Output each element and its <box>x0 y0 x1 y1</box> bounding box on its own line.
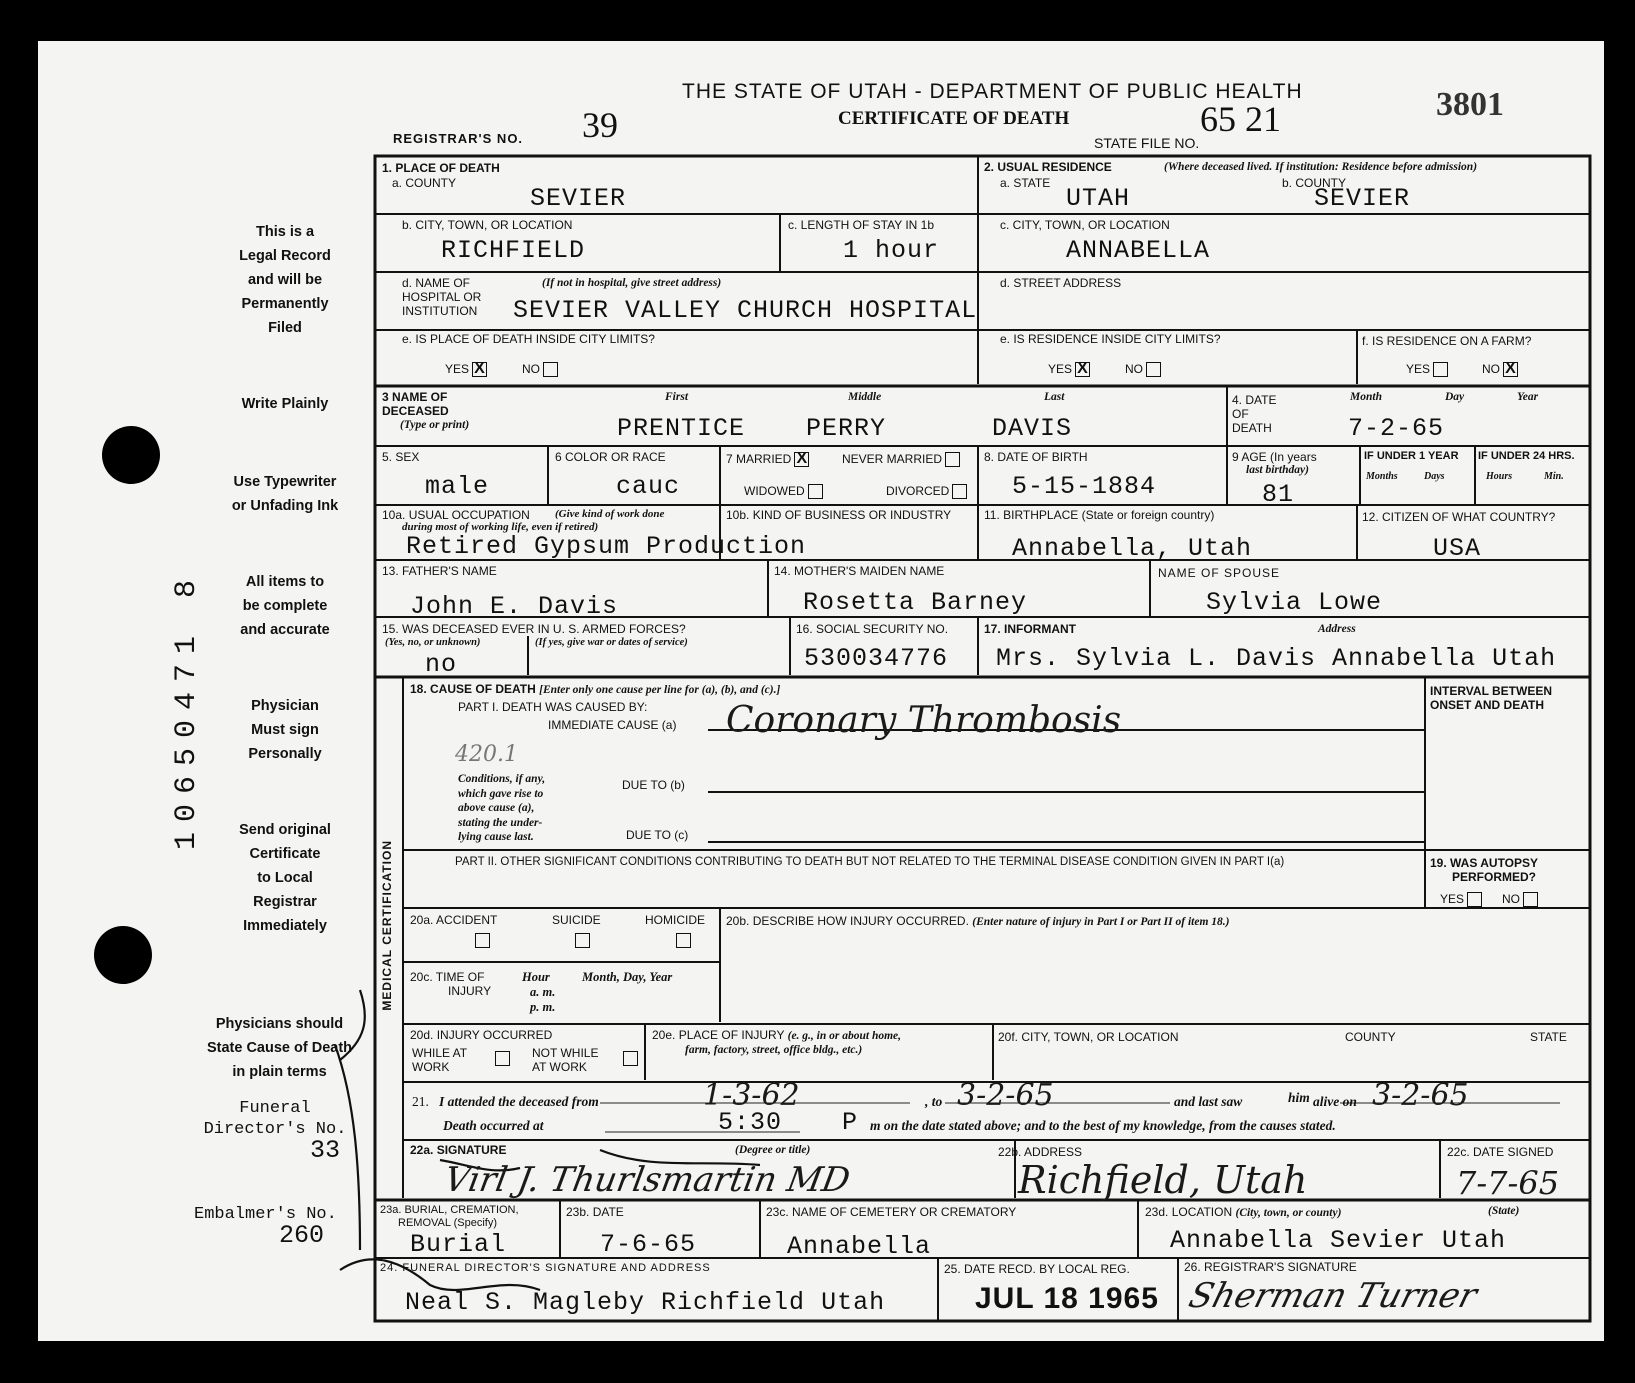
label-last-saw: and last saw <box>1174 1094 1243 1109</box>
note-place-of-injury: farm, factory, street, office bldg., etc.) <box>685 1044 863 1056</box>
label-year: Year <box>1517 391 1539 403</box>
attended-from: 1-3-62 <box>703 1078 800 1113</box>
residence-county: SEVIER <box>1314 184 1411 213</box>
label-address: Address <box>1318 623 1356 635</box>
occupation-and-industry: Retired Gypsum Production <box>406 532 807 561</box>
label-color-race: 6 COLOR OR RACE <box>555 450 666 464</box>
label-months: Months <box>1366 471 1398 482</box>
label-place-of-injury: 20e. PLACE OF INJURY (e. g., in or about home, <box>652 1028 902 1042</box>
label-age: 9 AGE (In years <box>1232 450 1317 464</box>
certificate-title: CERTIFICATE OF DEATH <box>838 108 1070 129</box>
label-funeral-director: 24. FUNERAL DIRECTOR'S SIGNATURE AND ADDRESS <box>380 1262 711 1274</box>
instruction-legal-record: This is a Legal Record and will be Permanently Filed <box>239 224 331 336</box>
autopsy-no: NO <box>1502 892 1538 907</box>
label-degree: (Degree or title) <box>735 1144 811 1156</box>
cemetery: Annabella <box>787 1232 932 1261</box>
last-saw-alive: 3-2-65 <box>1372 1078 1469 1113</box>
instruction-complete: All items to be complete and accurate <box>240 574 330 638</box>
label-spouse: NAME OF SPOUSE <box>1158 566 1281 580</box>
label-under-1-year: IF UNDER 1 YEAR <box>1364 450 1459 462</box>
funeral-director-number: Funeral Director's No. 33 <box>203 1099 347 1165</box>
label-hospital: d. NAME OF HOSPITAL OR INSTITUTION <box>402 276 482 318</box>
label-homicide: HOMICIDE <box>645 913 705 927</box>
marital-widowed: WIDOWED <box>744 484 823 499</box>
not-at-work-checkbox <box>620 1050 638 1068</box>
label-under-24-hrs: IF UNDER 24 HRS. <box>1478 450 1575 462</box>
deceased-last-name: DAVIS <box>992 414 1073 443</box>
label-name-of-deceased: 3 NAME OF DECEASED <box>382 390 449 418</box>
label-signature: 22a. SIGNATURE <box>410 1143 507 1157</box>
farm-yes: YES <box>1406 362 1448 377</box>
label-due-to-b: DUE TO (b) <box>622 778 685 792</box>
marital-married: 7 MARRIED X <box>726 452 809 467</box>
note-type-or-print: (Type or print) <box>400 419 470 431</box>
label-injury-county: COUNTY <box>1345 1030 1396 1044</box>
state-file-label: STATE FILE NO. <box>1094 135 1200 151</box>
label-month: Month <box>1350 391 1382 403</box>
label-injury-state: STATE <box>1530 1030 1567 1044</box>
label-first: First <box>665 391 689 403</box>
label-cemetery: 23c. NAME OF CEMETERY OR CREMATORY <box>766 1205 1017 1219</box>
label-street-address: d. STREET ADDRESS <box>1000 276 1122 290</box>
label-attended: 21. I attended the deceased from <box>412 1094 599 1109</box>
spouse-name: Sylvia Lowe <box>1206 588 1383 617</box>
injury-while-at-work: WHILE AT WORK <box>412 1046 468 1074</box>
age: 81 <box>1262 480 1295 509</box>
length-of-stay: 1 hour <box>843 236 940 265</box>
instruction-typewriter: Use Typewriter or Unfading Ink <box>231 474 339 514</box>
label-informant: 17. INFORMANT <box>984 622 1077 636</box>
time-am-pm: P <box>842 1108 859 1137</box>
label-date-of-death: 4. DATE OF DEATH <box>1232 393 1277 435</box>
label-interval: INTERVAL BETWEEN ONSET AND DEATH <box>1430 684 1553 712</box>
fathers-name: John E. Davis <box>410 592 619 621</box>
label-state: a. STATE <box>1000 176 1051 190</box>
state-department-heading: THE STATE OF UTAH - DEPARTMENT OF PUBLIC HEALTH <box>682 80 1303 103</box>
label-city: b. CITY, TOWN, OR LOCATION <box>402 218 573 232</box>
label-occupation: 10a. USUAL OCCUPATION <box>382 508 530 522</box>
label-him: him <box>1288 1090 1310 1105</box>
label-date-signed: 22c. DATE SIGNED <box>1447 1145 1554 1159</box>
label-business-industry: 10b. KIND OF BUSINESS OR INDUSTRY <box>726 508 952 522</box>
registrar-number: 39 <box>582 105 618 145</box>
marital-never-married: NEVER MARRIED <box>842 452 960 467</box>
burial-method: Burial <box>410 1230 507 1259</box>
burial-location: Annabella Sevier Utah <box>1170 1226 1507 1255</box>
farm-no: NO X <box>1482 362 1518 377</box>
label-alive-on: alive on <box>1313 1094 1357 1109</box>
autopsy-yes: YES <box>1440 892 1482 907</box>
label-social-security: 16. SOCIAL SECURITY NO. <box>796 622 949 636</box>
label-burial: 23a. BURIAL, CREMATION, REMOVAL (Specify) <box>380 1204 519 1229</box>
label-sex: 5. SEX <box>382 450 420 464</box>
attended-to: 3-2-65 <box>957 1078 1054 1113</box>
death-inside-city-yes: YES X <box>445 362 487 377</box>
instruction-cause-of-death: Physicians should State Cause of Death in plain terms <box>206 1016 353 1080</box>
burial-date: 7-6-65 <box>600 1230 697 1259</box>
label-hours: Hours <box>1486 471 1513 482</box>
label-to: , to <box>925 1094 943 1109</box>
label-death-occurred-at: Death occurred at <box>443 1118 544 1133</box>
label-last: Last <box>1044 391 1065 403</box>
armed-forces-answer: no <box>425 650 458 679</box>
label-days: Days <box>1424 471 1445 482</box>
residence-city: ANNABELLA <box>1066 236 1211 265</box>
registrar-signature: Sherman Turner <box>1184 1276 1482 1316</box>
funeral-director: Neal S. Magleby Richfield Utah <box>405 1288 886 1317</box>
label-time-of-injury: 20c. TIME OF INJURY <box>410 970 492 998</box>
label-res-city: c. CITY, TOWN, OR LOCATION <box>1000 218 1170 232</box>
date-received: JUL 18 1965 <box>975 1282 1159 1315</box>
label-min: Min. <box>1544 471 1564 482</box>
label-county: a. COUNTY <box>392 176 457 190</box>
label-injury-city: 20f. CITY, TOWN, OR LOCATION <box>998 1030 1179 1044</box>
label-state-paren: (State) <box>1488 1205 1520 1217</box>
note-armed-forces: (Yes, no, or unknown) <box>385 637 481 648</box>
accident-checkbox <box>472 932 490 950</box>
label-burial-date: 23b. DATE <box>566 1205 624 1219</box>
residence-state: UTAH <box>1066 184 1131 213</box>
label-cause-of-death: 18. CAUSE OF DEATH [Enter only one cause per line for (a), (b), and (c).] <box>410 682 781 696</box>
label-res-county: b. COUNTY <box>1282 176 1347 190</box>
instruction-write-plainly: Write Plainly <box>241 396 329 412</box>
label-burial-location: 23d. LOCATION (City, town, or county) <box>1145 1205 1342 1219</box>
label-place-of-death: 1. PLACE OF DEATH <box>382 161 500 175</box>
label-accident: 20a. ACCIDENT <box>410 913 498 927</box>
label-immediate-cause: IMMEDIATE CAUSE (a) <box>548 718 677 732</box>
state-file-number: 65 21 <box>1200 99 1281 139</box>
label-injury-occurred: 20d. INJURY OCCURRED <box>410 1028 553 1042</box>
label-usual-residence: 2. USUAL RESIDENCE <box>984 160 1112 174</box>
birthplace: Annabella, Utah <box>1012 534 1253 563</box>
immediate-cause: Coronary Thrombosis <box>726 700 1122 741</box>
date-of-birth: 5-15-1884 <box>1012 472 1157 501</box>
note-usual-residence: (Where deceased lived. If institution: Residence before admission) <box>1164 161 1478 173</box>
res-inside-city-yes: YES X <box>1048 362 1090 377</box>
label-armed-forces: 15. WAS DECEASED EVER IN U. S. ARMED FORCES? <box>382 622 686 636</box>
note-occupation: (Give kind of work done <box>555 508 665 520</box>
label-physician-address: 22b. ADDRESS <box>998 1145 1083 1159</box>
punch-hole <box>102 426 160 484</box>
note-hospital: (If not in hospital, give street address) <box>542 277 722 289</box>
label-length-of-stay: c. LENGTH OF STAY IN 1b <box>788 218 935 232</box>
suicide-checkbox <box>572 932 590 950</box>
label-birthplace: 11. BIRTHPLACE (State or foreign country) <box>984 508 1215 522</box>
homicide-checkbox <box>673 932 691 950</box>
date-signed: 7-7-65 <box>1456 1164 1560 1202</box>
res-inside-city-no: NO <box>1125 362 1161 377</box>
label-inside-city-limits: e. IS PLACE OF DEATH INSIDE CITY LIMITS? <box>402 332 655 346</box>
label-registrar-signature: 26. REGISTRAR'S SIGNATURE <box>1184 1260 1357 1274</box>
label-suicide: SUICIDE <box>552 913 601 927</box>
sex: male <box>425 472 490 501</box>
marital-divorced: DIVORCED <box>886 484 967 499</box>
social-security-number: 530034776 <box>804 644 949 673</box>
physician-address: Richfield, Utah <box>1018 1158 1308 1202</box>
hospital-name: SEVIER VALLEY CHURCH HOSPITAL <box>513 296 978 325</box>
registrar-no-label: REGISTRAR'S NO. <box>393 131 524 146</box>
label-hour-am-pm: Hour a. m. p. m. <box>522 970 556 1014</box>
death-county: SEVIER <box>530 184 627 213</box>
label-due-to-c: DUE TO (c) <box>626 828 689 842</box>
physician-signature: Virl J. Thurlsmartin MD <box>441 1160 854 1200</box>
label-res-inside-city: e. IS RESIDENCE INSIDE CITY LIMITS? <box>1000 332 1221 346</box>
label-citizen: 12. CITIZEN OF WHAT COUNTRY? <box>1362 510 1556 524</box>
note-occupation-2: during most of working life, even if retired) <box>402 521 599 533</box>
label-mothers-maiden-name: 14. MOTHER'S MAIDEN NAME <box>774 564 945 578</box>
embalmer-number: Embalmer's No. 260 <box>194 1205 337 1250</box>
instruction-physician-sign: Physician Must sign Personally <box>248 698 322 762</box>
deceased-middle-name: PERRY <box>806 414 887 443</box>
date-of-death: 7-2-65 <box>1348 414 1445 443</box>
color-race: cauc <box>616 472 681 501</box>
death-inside-city-no: NO <box>522 362 558 377</box>
time-of-death: 5:30 <box>718 1108 783 1137</box>
deceased-first-name: PRENTICE <box>617 414 746 443</box>
note-war-dates: (If yes, give war or dates of service) <box>535 637 688 648</box>
punch-hole <box>94 926 152 984</box>
label-middle: Middle <box>848 391 882 403</box>
label-part-2: PART II. OTHER SIGNIFICANT CONDITIONS CONTRIBUTING TO DEATH BUT NOT RELATED TO THE TERMINAL DISEASE CONDITION GIVEN IN PART I(a) <box>455 856 1285 868</box>
vertical-file-number: 10650471 8 <box>170 570 204 851</box>
citizen-country: USA <box>1433 534 1482 563</box>
label-farm: f. IS RESIDENCE ON A FARM? <box>1362 334 1532 348</box>
mothers-maiden-name: Rosetta Barney <box>803 588 1028 617</box>
note-date-stated: m on the date stated above; and to the best of my knowledge, from the causes stated. <box>870 1118 1336 1133</box>
label-date-of-birth: 8. DATE OF BIRTH <box>984 450 1088 464</box>
label-month-day-year: Month, Day, Year <box>582 970 673 984</box>
injury-not-at-work: NOT WHILE AT WORK <box>532 1046 599 1074</box>
medical-certification-label: MEDICAL CERTIFICATION <box>380 840 394 1011</box>
label-last-birthday: last birthday) <box>1246 464 1309 476</box>
label-day: Day <box>1445 391 1465 403</box>
label-date-recd: 25. DATE RECD. BY LOCAL REG. <box>944 1262 1130 1276</box>
stamped-number: 3801 <box>1436 86 1504 123</box>
note-conditions: Conditions, if any, which gave rise to above cause (a), stating the under- lying cause last. <box>458 773 546 843</box>
label-part-1: PART I. DEATH WAS CAUSED BY: <box>458 700 648 714</box>
instruction-send-original: Send original Certificate to Local Registrar Immediately <box>239 822 331 934</box>
death-city: RICHFIELD <box>441 236 586 265</box>
label-how-injury: 20b. DESCRIBE HOW INJURY OCCURRED. (Enter nature of injury in Part I or Part II of item 18.) <box>726 914 1230 928</box>
while-at-work-checkbox <box>492 1050 510 1068</box>
label-autopsy: 19. WAS AUTOPSY PERFORMED? <box>1430 856 1539 884</box>
cause-code: 420.1 <box>455 742 518 767</box>
label-fathers-name: 13. FATHER'S NAME <box>382 564 497 578</box>
informant: Mrs. Sylvia L. Davis Annabella Utah <box>996 644 1557 673</box>
